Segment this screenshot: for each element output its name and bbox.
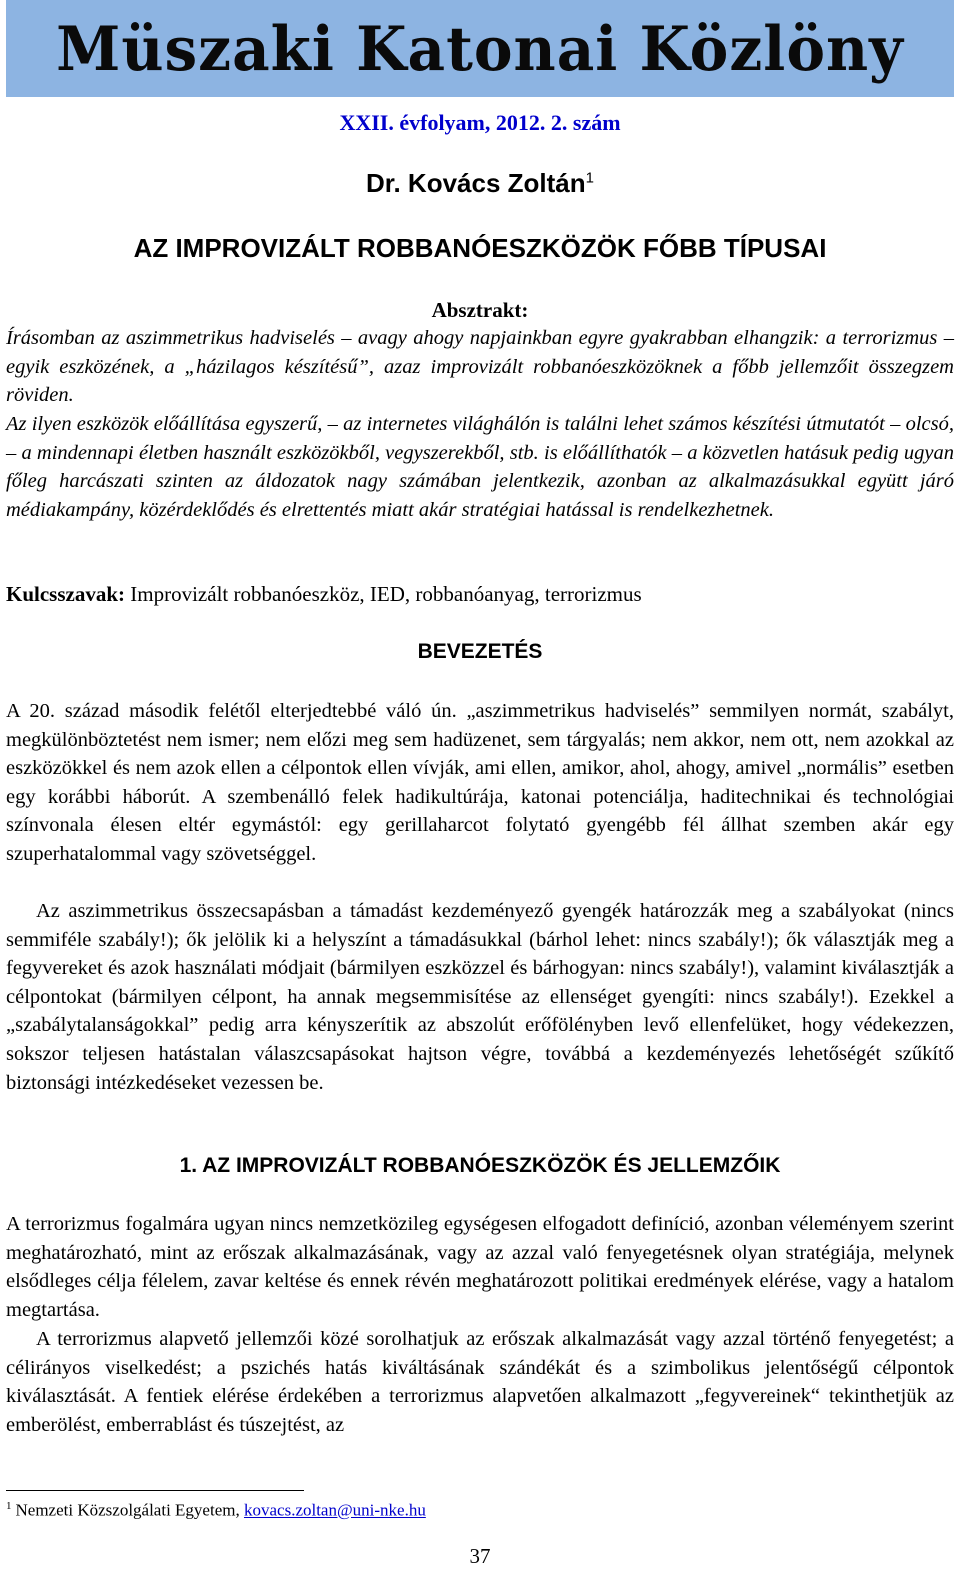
section-1-paragraph-1: A terrorizmus fogalmára ugyan nincs nemzetközileg egységesen elfogadott definíció, azonban véleményem szerint meghatározható, mint az erőszak alkalmazásának, vagy az azzal való fenyegetésnek olyan stratégiája, melynek elsődleges célja félelem, zavar keltése és ennek révén meghatározott politikai eredmények elérése, vagy a hatalom megtartása. [6,1213,954,1321]
footnote [6,1500,954,1521]
author-name-text: Dr. Kovács Zoltán [366,168,586,198]
journal-banner [6,0,954,97]
footnote-mark: 1 [6,1500,12,1512]
page-number: 37 [469,1544,491,1568]
article-title: AZ IMPROVIZÁLT ROBBANÓESZKÖZÖK FŐBB TÍPUSAI [133,233,827,263]
introduction-heading: BEVEZETÉS [417,640,543,663]
issue-info: XXII. évfolyam, 2012. 2. szám [339,110,621,135]
journal-logo-title: Müszaki Katonai Közlöny [56,12,904,85]
author-footnote-mark: 1 [585,169,594,187]
keywords-label: Kulcsszavak: [6,582,126,606]
introduction-paragraph-2: Az aszimmetrikus összecsapásban a támadást kezdeményező gyengék határozzák meg a szabályokat (nincs semmiféle szabály!); ők jelölik ki a helyszínt a támadásukkal (bárhol lehet: nincs szabály!); ők választják meg a fegyvereket és azok használati módjait (bármilyen eszközzel és bárhogyan: nincs szabály!), valamint kiválasztják a célpontokat (bármilyen célpont, ha annak megsemmisítése az ellenséget gyengíti: nincs szabály!). Ezekkel a „szabálytalanságokkal” pedig arra kényszerítik az abszolút erőfölényben levő ellenfelüket, hogy védekezzen, sokszor teljesen hatástalan válaszcsapásokat hajtson végre, továbbá a kezdeményezés lehetőségét szűkítő biztonsági intézkedéseket vezessen be. [6,900,954,1094]
section-1-paragraph-2: A terrorizmus alapvető jellemzői közé sorolhatjuk az erőszak alkalmazását vagy azzal történő fenyegetést; a célirányos viselkedést; a pszichés hatás kiváltásának szándékát és a szimbolikus jelentőségű célpontok kiválasztását. A fentiek elérése érdekében a terrorizmus alapvetően alkalmazott „fegyvereinek“ tekinthetjük az emberölést, emberrablást és túszejtést, az [6,1328,954,1436]
keywords [6,582,954,607]
section-1-heading: 1. AZ IMPROVIZÁLT ROBBANÓESZKÖZÖK ÉS JELLEMZŐIK [179,1154,781,1177]
footnote-text: Nemzeti Közszolgálati Egyetem, [15,1500,244,1520]
footnote-separator [6,1490,304,1491]
abstract-heading: Absztrakt: [431,298,529,322]
keywords-text: Improvizált robbanóeszköz, IED, robbanóanyag, terrorizmus [130,582,642,606]
abstract-paragraph-1: Írásomban az aszimmetrikus hadviselés – avagy ahogy napjainkban egyre gyakrabban elhangzik: a terrorizmus – egyik eszközének, a „házilagos készítésű”, azaz improvizált robbanóeszközöknek a főbb jellemzőit összegzem röviden. [6,327,954,407]
abstract-paragraph-2: Az ilyen eszközök előállítása egyszerű, – az internetes világhálón is találni lehet számos készítési útmutatót – olcsó, – a mindennapi életben használt eszközökből, vegyszerekből, stb. is előállíthatók – a közvetlen hatásuk pedig ugyan főleg harcászati szinten az áldozatok nagy számában jelentkezik, azonban az alkalmazásukkal együtt járó médiakampány, közérdeklődés és elrettentés miatt akár stratégiai hatással is rendelkezhetnek. [6,413,954,521]
author-email-link[interactable]: kovacs.zoltan@uni-nke.hu [243,1500,426,1520]
introduction-paragraph-1: A 20. század második felétől elterjedtebbé váló ún. „aszimmetrikus hadviselés” semmilyen normát, szabályt, megkülönböztetést nem ismer; nem előzi meg sem hadüzenet, sem tárgyalás; nem akkor, nem ott, nem azokkal az eszközökkel és nem azok ellen a célpontok ellen vívják, ami ellen, amikor, ahol, ahogy, amivel „normális” esetben egy korábbi háborút. A szembenálló felek hadikultúrája, katonai potenciálja, haditechnikai és technológiai színvonala élesen eltér egymástól: egy gerillaharcot folytató gyengébb fél állhat szemben akár egy szuperhatalommal vagy szövetséggel. [6,700,954,865]
author-name [0,168,960,199]
